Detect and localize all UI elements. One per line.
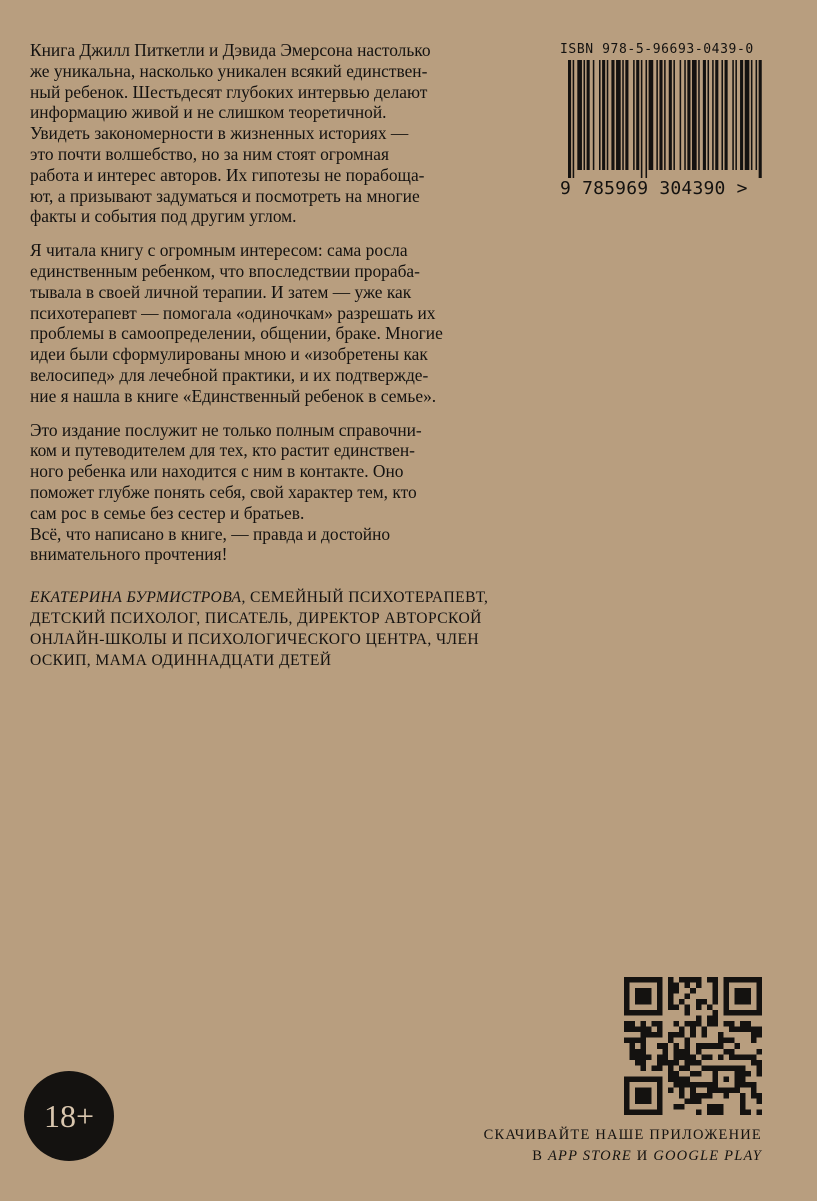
barcode-digits: 9 785969 304390 > <box>560 178 748 199</box>
review-author <box>30 587 515 671</box>
barcode-image <box>568 60 766 178</box>
review-paragraph-3: Это издание послужит не только полным справочни- ком и путеводителем для тех, кто растит единствен- ного ребенка или находится с ним в контакте. Оно поможет глубже понять себя, свой характер тем, кто сам рос в семье без сестер и братьев. Всё, что написано в книге, — правда и достойно внимательного прочтения! <box>30 419 422 565</box>
app-download-caption: СКАЧИВАЙТЕ НАШЕ ПРИЛОЖЕНИЕ <box>483 1127 762 1143</box>
app-store-label: APP STORE <box>548 1148 632 1164</box>
age-rating-badge: 18+ <box>24 1071 114 1161</box>
author-name: ЕКАТЕРИНА БУРМИСТРОВА <box>30 589 242 607</box>
review-text-column <box>30 40 515 671</box>
review-paragraph-1: Книга Джилл Питкетли и Дэвида Эмерсона настолько же уникальна, насколько уникален всякий единствен- ный ребенок. Шестьдесят глубоких интервью делают информацию живой и не слишком теоретичной. Увидеть закономерности в жизненных историях — это почти волшебство, но за ним стоят огромная работа и интерес авторов. Их гипотезы не порабоща- ют, а призывают задуматься и посмотреть на многие факты и события под другим углом. <box>30 40 431 227</box>
qr-code-image <box>624 977 762 1115</box>
app-stores-prefix: В <box>532 1148 548 1164</box>
app-stores-caption <box>532 1148 762 1165</box>
isbn-label: ISBN 978-5-96693-0439-0 <box>560 42 754 57</box>
app-stores-conjunction: И <box>631 1148 654 1164</box>
isbn-barcode-block <box>560 42 772 202</box>
author-title: , СЕМЕЙНЫЙ ПСИХОТЕРАПЕВТ, ДЕТСКИЙ ПСИХОЛОГ, ПИСАТЕЛЬ, ДИРЕКТОР АВТОРСКОЙ ОНЛАЙН-ШКОЛЫ И ПСИХОЛОГИЧЕСКОГО ЦЕНТРА, ЧЛЕН ОСКИП, МАМА ОДИННАДЦАТИ ДЕТЕЙ <box>30 589 489 670</box>
google-play-label: GOOGLE PLAY <box>653 1148 762 1164</box>
review-paragraph-2: Я читала книгу с огромным интересом: сама росла единственным ребенком, что впоследствии прораба- тывала в своей личной терапии. И затем — уже как психотерапевт — помогала «одиночкам» разрешать их проблемы в самоопределении, общении, браке. Многие идеи были сформулированы мною и «изобретены как велосипед» для лечебной практики, и их подтвержде- ние я нашла в книге «Единственный ребенок в семье». <box>30 240 443 406</box>
